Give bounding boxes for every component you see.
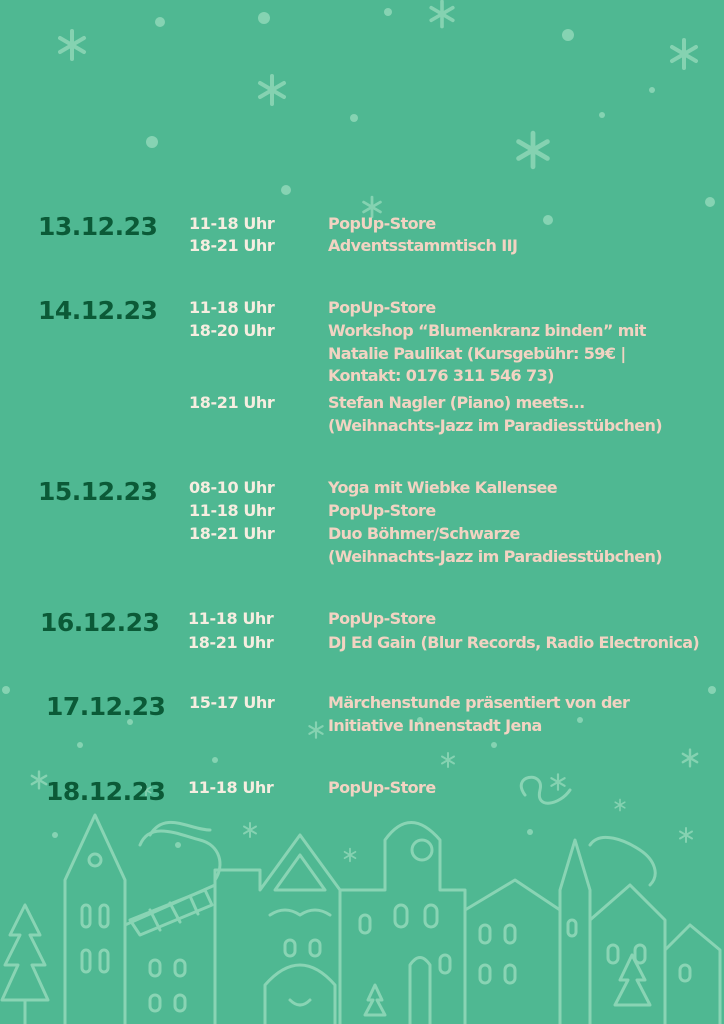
event-line: Workshop “Blumenkranz binden” mit <box>328 321 646 340</box>
entry-event <box>328 608 436 631</box>
event-line: PopUp-Store <box>328 298 436 317</box>
entry-event <box>328 500 436 523</box>
entry-time: 08-10 Uhr <box>189 478 275 497</box>
entry-time: 18-21 Uhr <box>189 524 275 543</box>
entry-event <box>328 213 436 236</box>
day-date: 14.12.23 <box>38 296 158 325</box>
event-line: Märchenstunde präsentiert von der <box>328 693 630 712</box>
entry-event <box>328 692 629 737</box>
event-line: (Weihnachts-Jazz im Paradiesstübchen) <box>328 546 663 566</box>
event-line: Duo Böhmer/Schwarze <box>328 524 520 543</box>
day-date: 18.12.23 <box>46 777 166 806</box>
entry-time: 15-17 Uhr <box>189 693 275 712</box>
entry-event <box>328 523 662 568</box>
entry-time: 11-18 Uhr <box>189 501 275 520</box>
entry-event <box>328 777 436 800</box>
entry-event <box>328 235 517 258</box>
entry-event <box>328 477 557 500</box>
entry-time: 11-18 Uhr <box>189 298 275 317</box>
entry-time: 18-20 Uhr <box>189 321 275 340</box>
entry-time: 18-21 Uhr <box>188 633 274 652</box>
entry-time: 11-18 Uhr <box>188 609 274 628</box>
entry-event <box>328 320 646 388</box>
event-line: PopUp-Store <box>328 778 436 797</box>
event-line: Adventsstammtisch IIJ <box>328 236 518 255</box>
event-line: Initiative Innenstadt Jena <box>328 715 542 735</box>
event-line: (Weihnachts-Jazz im Paradiesstübchen) <box>328 415 663 435</box>
event-line: PopUp-Store <box>328 214 436 233</box>
entry-time: 18-21 Uhr <box>189 393 275 412</box>
entry-event <box>328 632 699 655</box>
entry-time: 18-21 Uhr <box>189 236 275 255</box>
entry-time: 11-18 Uhr <box>188 778 274 797</box>
entry-event <box>328 297 436 320</box>
event-line: PopUp-Store <box>328 609 436 628</box>
entry-event <box>328 392 662 437</box>
event-line: Stefan Nagler (Piano) meets... <box>328 393 585 412</box>
entry-time: 11-18 Uhr <box>189 214 275 233</box>
event-line: PopUp-Store <box>328 501 436 520</box>
event-line: Kontakt: 0176 311 546 73) <box>328 366 554 385</box>
day-date: 13.12.23 <box>38 212 158 241</box>
event-line: DJ Ed Gain (Blur Records, Radio Electronica) <box>328 633 700 652</box>
day-date: 16.12.23 <box>40 608 160 637</box>
event-line: Yoga mit Wiebke Kallensee <box>328 478 558 497</box>
day-date: 15.12.23 <box>38 477 158 506</box>
day-date: 17.12.23 <box>46 692 166 721</box>
event-line: Natalie Paulikat (Kursgebühr: 59€ | <box>328 343 626 363</box>
